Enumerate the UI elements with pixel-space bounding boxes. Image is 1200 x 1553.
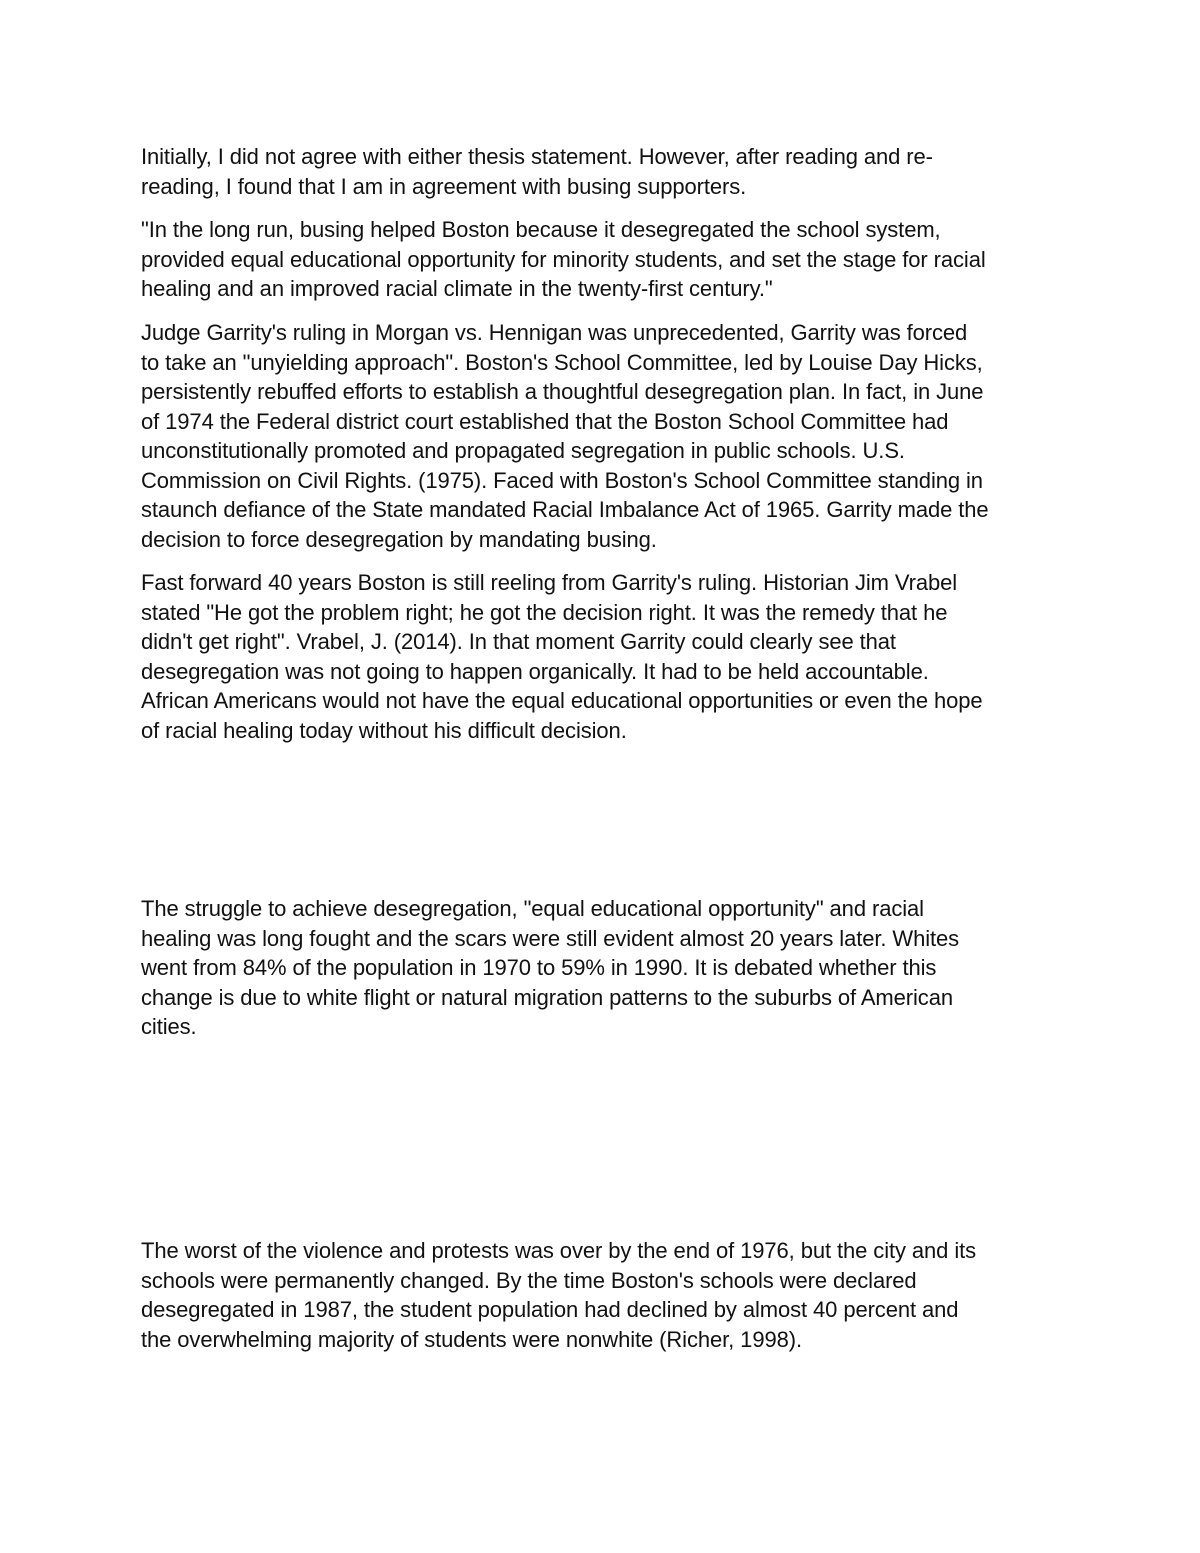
text-line: staunch defiance of the State mandated Racial Imbalance Act of 1965. Garrity made the xyxy=(141,497,989,522)
text-line: cities. xyxy=(141,1014,197,1039)
text-line: The struggle to achieve desegregation, "equal educational opportunity" and racial xyxy=(141,896,924,921)
text-line: Initially, I did not agree with either thesis statement. However, after reading and re- xyxy=(141,144,933,169)
text-line: African Americans would not have the equal educational opportunities or even the hope xyxy=(141,688,983,713)
paragraph-aftermath xyxy=(141,1236,1066,1354)
text-line: to take an "unyielding approach". Boston's School Committee, led by Louise Day Hicks, xyxy=(141,349,983,375)
text-line: desegregated in 1987, the student population had declined by almost 40 percent and xyxy=(141,1297,959,1322)
text-line: didn't get right". Vrabel, J. (2014). In that moment Garrity could clearly see that xyxy=(141,629,896,654)
paragraph-vrabel-quote xyxy=(141,568,1066,745)
text-line: stated "He got the problem right; he got the decision right. It was the remedy that he xyxy=(141,599,948,625)
text-line: healing was long fought and the scars were still evident almost 20 years later. Whites xyxy=(141,925,960,951)
text-line: reading, I found that I am in agreement with busing supporters. xyxy=(141,173,747,199)
text-line: Judge Garrity's ruling in Morgan vs. Hennigan was unprecedented, Garrity was forced xyxy=(141,320,968,345)
text-line: went from 84% of the population in 1970 to 59% in 1990. It is debated whether this xyxy=(141,955,937,980)
text-line: desegregation was not going to happen organically. It had to be held accountable. xyxy=(141,658,929,684)
text-line: schools were permanently changed. By the time Boston's schools were declared xyxy=(141,1267,917,1293)
paragraph-garrity-ruling xyxy=(141,318,1066,554)
text-line: persistently rebuffed efforts to establish a thoughtful desegregation plan. In fact, in June xyxy=(141,379,984,404)
text-line: Fast forward 40 years Boston is still reeling from Garrity's ruling. Historian Jim Vrabel xyxy=(141,570,958,595)
paragraph-opening-position xyxy=(141,142,1066,201)
text-line: Commission on Civil Rights. (1975). Faced with Boston's School Committee standing in xyxy=(141,467,983,493)
text-line: unconstitutionally promoted and propagated segregation in public schools. U.S. xyxy=(141,438,905,463)
text-line: decision to force desegregation by mandating busing. xyxy=(141,526,657,552)
text-line: change is due to white flight or natural migration patterns to the suburbs of American xyxy=(141,984,953,1010)
text-line: healing and an improved racial climate in the twenty-first century." xyxy=(141,276,773,301)
paragraph-population-change xyxy=(141,894,1066,1042)
text-line: of 1974 the Federal district court established that the Boston School Committee had xyxy=(141,408,949,434)
text-line: provided equal educational opportunity for minority students, and set the stage for racial xyxy=(141,246,986,272)
text-line: The worst of the violence and protests was over by the end of 1976, but the city and its xyxy=(141,1238,977,1263)
text-line: the overwhelming majority of students were nonwhite (Richer, 1998). xyxy=(141,1326,802,1352)
text-line: of racial healing today without his difficult decision. xyxy=(141,717,627,743)
text-line: "In the long run, busing helped Boston because it desegregated the school system, xyxy=(141,217,941,242)
paragraph-thesis-quote xyxy=(141,215,1066,304)
